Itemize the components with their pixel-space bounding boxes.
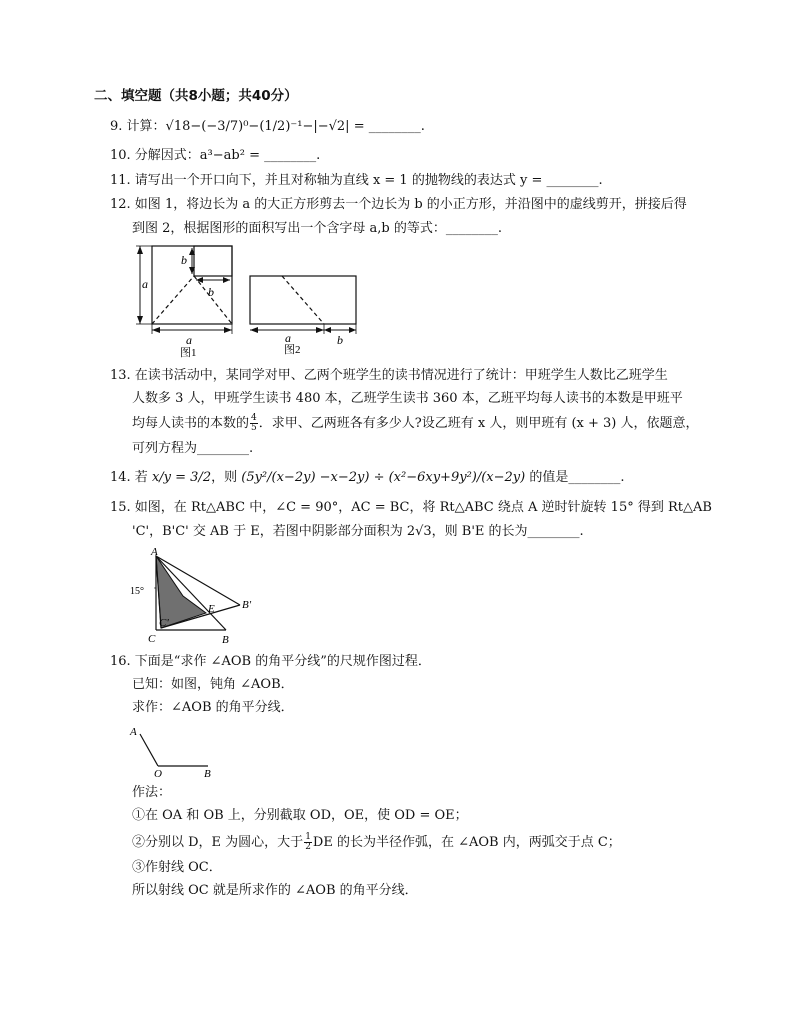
q10-text: 10. 分解因式：a³−ab² = — [110, 148, 260, 163]
q16-step-2 — [132, 833, 621, 852]
q14-suffix: 的值是 — [529, 470, 569, 485]
q9-end: . — [420, 119, 425, 134]
q13-line-2: 人数多 3 人，甲班学生读书 480 本，乙班学生读书 360 本，乙班平均每人读书的本数是甲班平 — [132, 391, 683, 406]
fig1-label-a-side: a — [142, 277, 148, 291]
q13-text-4: 可列方程为 — [132, 441, 198, 456]
label-A: A — [130, 726, 137, 738]
q11-end: . — [598, 173, 603, 188]
label-C-prime: C' — [159, 617, 169, 629]
label-O: O — [154, 768, 162, 780]
q13-text-3a: 均每人读书的本数的 — [132, 416, 250, 431]
q15-end: . — [579, 524, 584, 539]
fig2-label-b: b — [337, 333, 343, 347]
q16-conclusion: 所以射线 OC 就是所求作的 ∠AOB 的角平分线． — [132, 883, 418, 898]
q11-answer-blank: ________ — [546, 173, 599, 188]
q16-step-2b: DE 的长为半径作弧，在 ∠AOB 内，两弧交于点 C； — [312, 835, 621, 850]
q12-end: . — [497, 221, 503, 236]
q13-line-1: 13. 在读书活动中，某同学对甲、乙两个班学生的读书情况进行了统计：甲班学生人数比乙班学生 — [110, 368, 668, 383]
q9-prefix: 9. 计算： — [110, 119, 166, 134]
q16-line-1: 16. 下面是“求作 ∠AOB 的角平分线”的尺规作图过程． — [110, 654, 431, 669]
q16-step-3: ③作射线 OC． — [132, 860, 222, 875]
fig1-caption: 图1 — [180, 347, 197, 359]
q16-fraction: $\frac{1}{2}$ — [305, 832, 311, 852]
q12-text: 到图 2，根据图形的面积写出一个含字母 a,b 的等式： — [132, 221, 446, 236]
q16-figure — [126, 722, 226, 780]
q12-figures — [128, 240, 368, 362]
q16-step-1: ①在 OA 和 OB 上，分别截取 OD，OE，使 OD = OE； — [132, 808, 468, 823]
q14-answer-blank: ________ — [568, 470, 621, 485]
label-B: B — [204, 768, 211, 780]
q10-end: . — [316, 148, 321, 163]
q16-known: 已知：如图，钝角 ∠AOB． — [132, 677, 294, 692]
q16-task: 求作：∠AOB 的角平分线． — [132, 700, 294, 715]
fig1-label-b-right: b — [208, 285, 214, 299]
q12-answer-blank: ________ — [445, 221, 498, 236]
question-10 — [110, 148, 320, 164]
question-11 — [110, 173, 603, 189]
section-title: 二、填空题（共8小题；共40分） — [94, 88, 298, 104]
fig2-caption: 图2 — [284, 344, 301, 356]
q11-text: 11. 请写出一个开口向下，并且对称轴为直线 x = 1 的抛物线的表达式 y = — [110, 173, 543, 188]
q16-step-2a: ②分别以 D，E 为圆心，大于 — [132, 835, 304, 850]
q15-answer-blank: ________ — [527, 524, 580, 539]
fig1-label-a-bottom: a — [186, 333, 192, 347]
question-9 — [110, 119, 425, 135]
fig1-small-square — [194, 246, 232, 276]
q14-expression: (5y²/(x−2y) −x−2y) ÷ (x²−6xy+9y²)/(x−2y) — [241, 470, 526, 485]
q13-fraction: $\frac{4}{5}$ — [251, 413, 257, 433]
question-14 — [110, 470, 625, 486]
q14-mid: ，则 — [211, 470, 238, 485]
q9-expression: √18−(−3/7)⁰−(1/2)⁻¹−|−√2| = — [165, 119, 365, 134]
q14-prefix: 14. 若 — [110, 470, 148, 485]
label-E: E — [208, 603, 215, 615]
q13-line-4 — [132, 441, 253, 457]
q13-end: . — [249, 441, 254, 456]
q13-answer-blank: ________ — [197, 441, 250, 456]
label-B: B — [222, 634, 229, 646]
label-angle: 15° — [130, 586, 144, 597]
q13-line-3 — [132, 414, 698, 433]
q14-condition: x/y = 3/2 — [151, 470, 212, 485]
label-A: A — [151, 546, 158, 558]
fig2-label-a: a — [285, 331, 291, 345]
q13-text-3b: ．求甲、乙两班各有多少人?设乙班有 x 人，则甲班有 (x + 3) 人，依题意， — [258, 416, 699, 431]
q9-answer-blank: ________ — [368, 119, 421, 134]
q15-figure — [126, 544, 266, 648]
q12-line-1: 12. 如图 1，将边长为 a 的大正方形剪去一个边长为 b 的小正方形，并沿图中的虚线剪开，拼接后得 — [110, 197, 687, 212]
q14-end: . — [620, 470, 625, 485]
q15-line-1: 15. 如图，在 Rt△ABC 中，∠C = 90°，AC = BC，将 Rt△ABC 绕点 A 逆时针旋转 15° 得到 Rt△AB — [110, 500, 712, 515]
q15-text: 'C'，B'C' 交 AB 于 E，若图中阴影部分面积为 2√3，则 B'E 的长为 — [132, 524, 528, 539]
q12-line-2 — [132, 221, 502, 237]
q16-method: 作法： — [132, 785, 172, 800]
label-B-prime: B' — [242, 599, 252, 611]
label-C: C — [148, 633, 156, 645]
q10-answer-blank: ________ — [264, 148, 317, 163]
fig1-label-b-top: b — [181, 253, 187, 267]
q15-line-2 — [132, 524, 584, 540]
